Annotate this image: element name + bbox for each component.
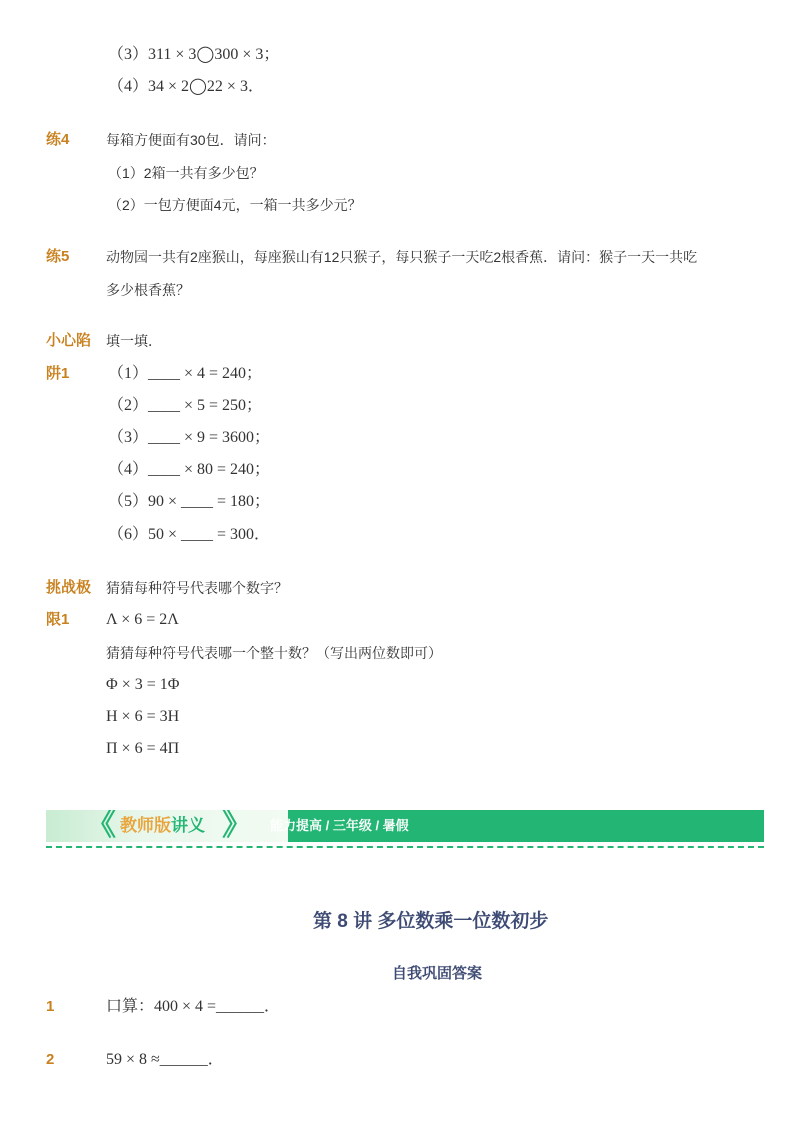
teacher-edition-banner [46, 810, 764, 842]
banner-title-part-2: 讲义 [171, 816, 205, 835]
exercise-4-label: 练4 [46, 131, 70, 148]
banner-subtitle: 能力提高 / 三年级 / 暑假 [270, 818, 409, 833]
banner-title [120, 815, 205, 837]
answer-1-number: 1 [46, 998, 55, 1015]
challenge-question-2: 猜猜每种符号代表哪一个整十数？（写出两位数即可） [106, 645, 442, 661]
challenge-equation-2: Φ × 3 = 1Φ [106, 676, 180, 693]
exercise-4-part-1: （1）2箱一共有多少包？ [108, 165, 264, 181]
answers-subtitle: 自我巩固答案 [392, 965, 483, 982]
exercise-4-part-2: （2）一包方便面4元，一箱一共多少元？ [108, 197, 362, 213]
double-chevron-right-icon: 》 [222, 810, 252, 842]
exercise-5-label: 练5 [46, 248, 70, 265]
challenge-label-line-1: 挑战极 [46, 579, 92, 596]
banner-dashed-divider [46, 846, 764, 848]
problem-3-item: （3）311 × 3◯300 × 3； [108, 46, 280, 63]
trap-label-line-1: 小心陷 [46, 332, 92, 349]
trap-item-1: （1）____ × 4 = 240； [108, 365, 263, 382]
trap-label-line-2: 阱1 [46, 365, 70, 382]
trap-item-6: （6）50 × ____ = 300． [108, 526, 271, 543]
answer-2-number: 2 [46, 1051, 55, 1068]
banner-title-part-1: 教师版 [120, 816, 171, 835]
trap-item-5: （5）90 × ____ = 180； [108, 493, 271, 510]
lecture-title: 第 8 讲 多位数乘一位数初步 [313, 911, 549, 932]
trap-item-4: （4）____ × 80 = 240； [108, 461, 271, 478]
answer-2-text: 59 × 8 ≈______． [106, 1051, 224, 1068]
double-chevron-left-icon: 《 [86, 810, 116, 842]
exercise-5-line-1: 动物园一共有2座猴山，每座猴山有12只猴子，每只猴子一天吃2根香蕉．请问：猴子一天一共吃 [106, 249, 698, 265]
problem-4-item: （4）34 × 2◯22 × 3． [108, 78, 264, 95]
trap-item-3: （3）____ × 9 = 3600； [108, 429, 271, 446]
trap-instruction: 填一填． [106, 333, 162, 349]
challenge-question: 猜猜每种符号代表哪个数字？ [106, 580, 288, 596]
answer-1-text: 口算：400 × 4 =______． [106, 998, 281, 1015]
trap-item-2: （2）____ × 5 = 250； [108, 397, 263, 414]
challenge-equation-3: Η × 6 = 3Η [106, 708, 180, 725]
challenge-label-line-2: 限1 [46, 611, 70, 628]
exercise-5-line-2: 多少根香蕉？ [106, 282, 190, 298]
challenge-equation-1: Λ × 6 = 2Λ [106, 611, 179, 628]
challenge-equation-4: Π × 6 = 4Π [106, 740, 180, 757]
exercise-4-question: 每箱方便面有30包．请问： [106, 132, 276, 148]
